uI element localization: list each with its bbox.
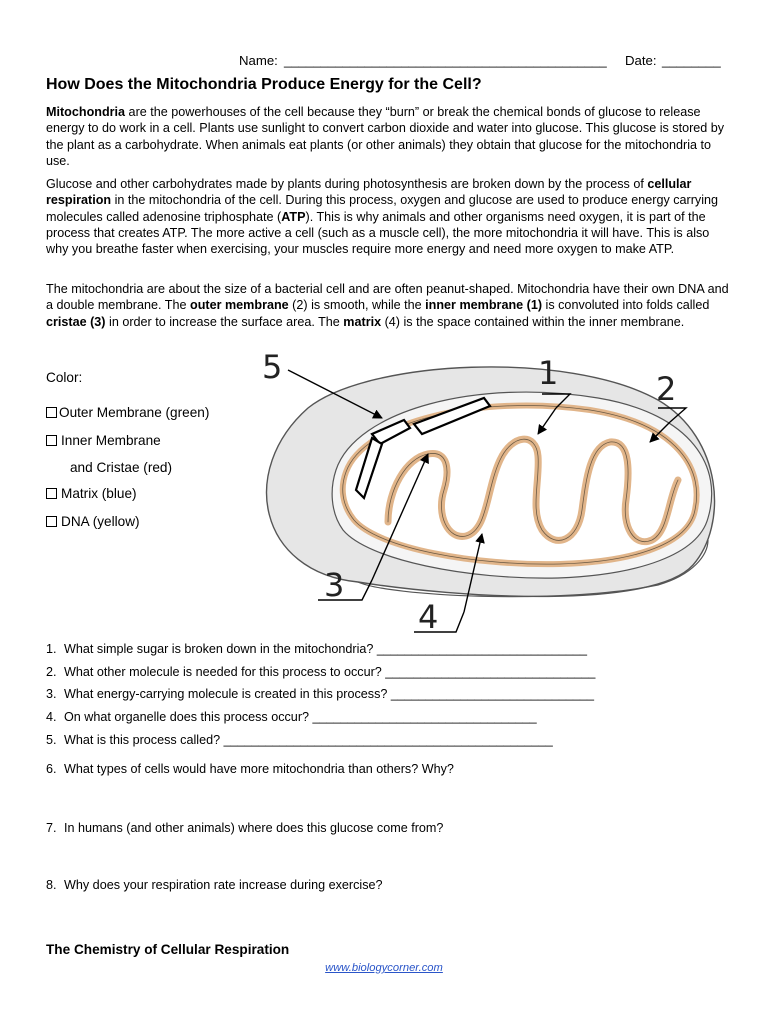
label-2: 2 <box>656 370 677 408</box>
question-text[interactable]: What simple sugar is broken down in the mitochondria? ______________________________ <box>64 642 588 656</box>
question-4 <box>46 710 537 724</box>
term-inner-membrane: inner membrane (1) <box>425 298 543 313</box>
label-5: 5 <box>262 350 283 386</box>
label-3: 3 <box>324 566 345 604</box>
name-label: Name: <box>239 53 278 68</box>
paragraph-text: ). This is why animals and other organisms need oxygen, it is part of the process that creates ATP. The more active a cell (such as a muscle cell), the more mitochondria it will have. This is also why you breathe faster when exercising, your muscles require more energy and need more oxygen to make ATP. <box>46 209 710 257</box>
question-text[interactable]: What energy-carrying molecule is created in this process? _____________________________ <box>64 687 594 701</box>
question-text: What types of cells would have more mitochondria than others? Why? <box>64 762 454 776</box>
legend-label: DNA (yellow) <box>61 514 140 529</box>
intro-paragraph <box>46 104 730 169</box>
term-cristae: cristae (3) <box>46 314 106 329</box>
question-number: 8. <box>46 878 57 892</box>
question-text[interactable]: What other molecule is needed for this process to occur? ______________________________ <box>64 665 596 679</box>
question-number: 3. <box>46 687 57 701</box>
question-number: 2. <box>46 665 57 679</box>
term-atp: ATP <box>281 209 306 224</box>
section-title: The Chemistry of Cellular Respiration <box>46 942 290 957</box>
question-8 <box>46 878 383 892</box>
mitochondrion-diagram <box>238 350 728 642</box>
paragraph-text: in the mitochondria of the cell. During this process, oxygen and glucose are used to produce energy carrying molecules called adenosine triphosphate ( <box>46 193 719 224</box>
legend-item-outer-membrane <box>46 405 209 420</box>
question-text[interactable]: On what organelle does this process occur? ________________________________ <box>64 710 537 724</box>
legend-continuation: and Cristae (red) <box>70 460 172 475</box>
legend-label: Matrix (blue) <box>61 486 137 501</box>
question-6 <box>46 762 454 776</box>
checkbox-outer-membrane[interactable] <box>46 407 57 418</box>
term-outer-membrane: outer membrane <box>190 298 289 313</box>
question-5 <box>46 733 553 747</box>
question-2 <box>46 665 595 679</box>
legend-item-dna <box>46 514 140 529</box>
question-7 <box>46 821 443 835</box>
question-number: 7. <box>46 821 57 835</box>
label-4: 4 <box>418 598 439 636</box>
date-field[interactable]: ________ <box>662 53 721 68</box>
paragraph-text: in order to increase the surface area. The <box>105 314 344 329</box>
paragraph-text: (4) is the space contained within the inner membrane. <box>381 314 685 329</box>
checkbox-inner-membrane[interactable] <box>46 435 57 446</box>
label-1: 1 <box>538 354 559 392</box>
question-number: 4. <box>46 710 57 724</box>
legend-label: Outer Membrane (green) <box>59 405 210 420</box>
paragraph-text: The mitochondria are about the size of a bacterial cell and are often peanut-shaped. Mitochondria have their own DNA and a double membrane. The <box>46 282 729 313</box>
structure-paragraph <box>46 281 730 330</box>
term-matrix: matrix <box>343 314 382 329</box>
name-field[interactable]: ____________________________________________ <box>284 53 607 68</box>
paragraph-text: (2) is smooth, while the <box>288 298 426 313</box>
question-text: In humans (and other animals) where does this glucose come from? <box>64 821 444 835</box>
legend-label: Inner Membrane <box>61 433 161 448</box>
legend-item-matrix <box>46 486 137 501</box>
question-text[interactable]: What is this process called? _______________________________________________ <box>64 733 553 747</box>
question-text: Why does your respiration rate increase during exercise? <box>64 878 383 892</box>
term-cellular-respiration: cellular respiration <box>46 177 692 208</box>
footer <box>0 962 768 974</box>
question-3 <box>46 687 594 701</box>
paragraph-text: is convoluted into folds called <box>542 298 710 313</box>
question-number: 1. <box>46 642 57 656</box>
question-number: 5. <box>46 733 57 747</box>
checkbox-dna[interactable] <box>46 516 57 527</box>
footer-link[interactable]: www.biologycorner.com <box>325 962 443 974</box>
date-label: Date: <box>625 53 657 68</box>
term-mitochondria: Mitochondria <box>46 105 126 119</box>
question-number: 6. <box>46 762 57 776</box>
question-1 <box>46 642 587 656</box>
paragraph-text: Glucose and other carbohydrates made by plants during photosynthesis are broken down by the process of <box>46 177 648 191</box>
paragraph-text: are the powerhouses of the cell because they “burn” or break the chemical bonds of glucose to release energy to do work in a cell. Plants use sunlight to convert carbon dioxide and water into glucose. This glucose is stored by the plant as a carbohydrate. When animals eat plants (or other animals) they obtain that glucose for the mitochondria to use. <box>46 105 725 168</box>
page-title: How Does the Mitochondria Produce Energy for the Cell? <box>46 76 482 93</box>
checkbox-matrix[interactable] <box>46 488 57 499</box>
color-heading: Color: <box>46 370 83 385</box>
legend-item-inner-membrane <box>46 433 161 448</box>
respiration-paragraph <box>46 176 730 257</box>
